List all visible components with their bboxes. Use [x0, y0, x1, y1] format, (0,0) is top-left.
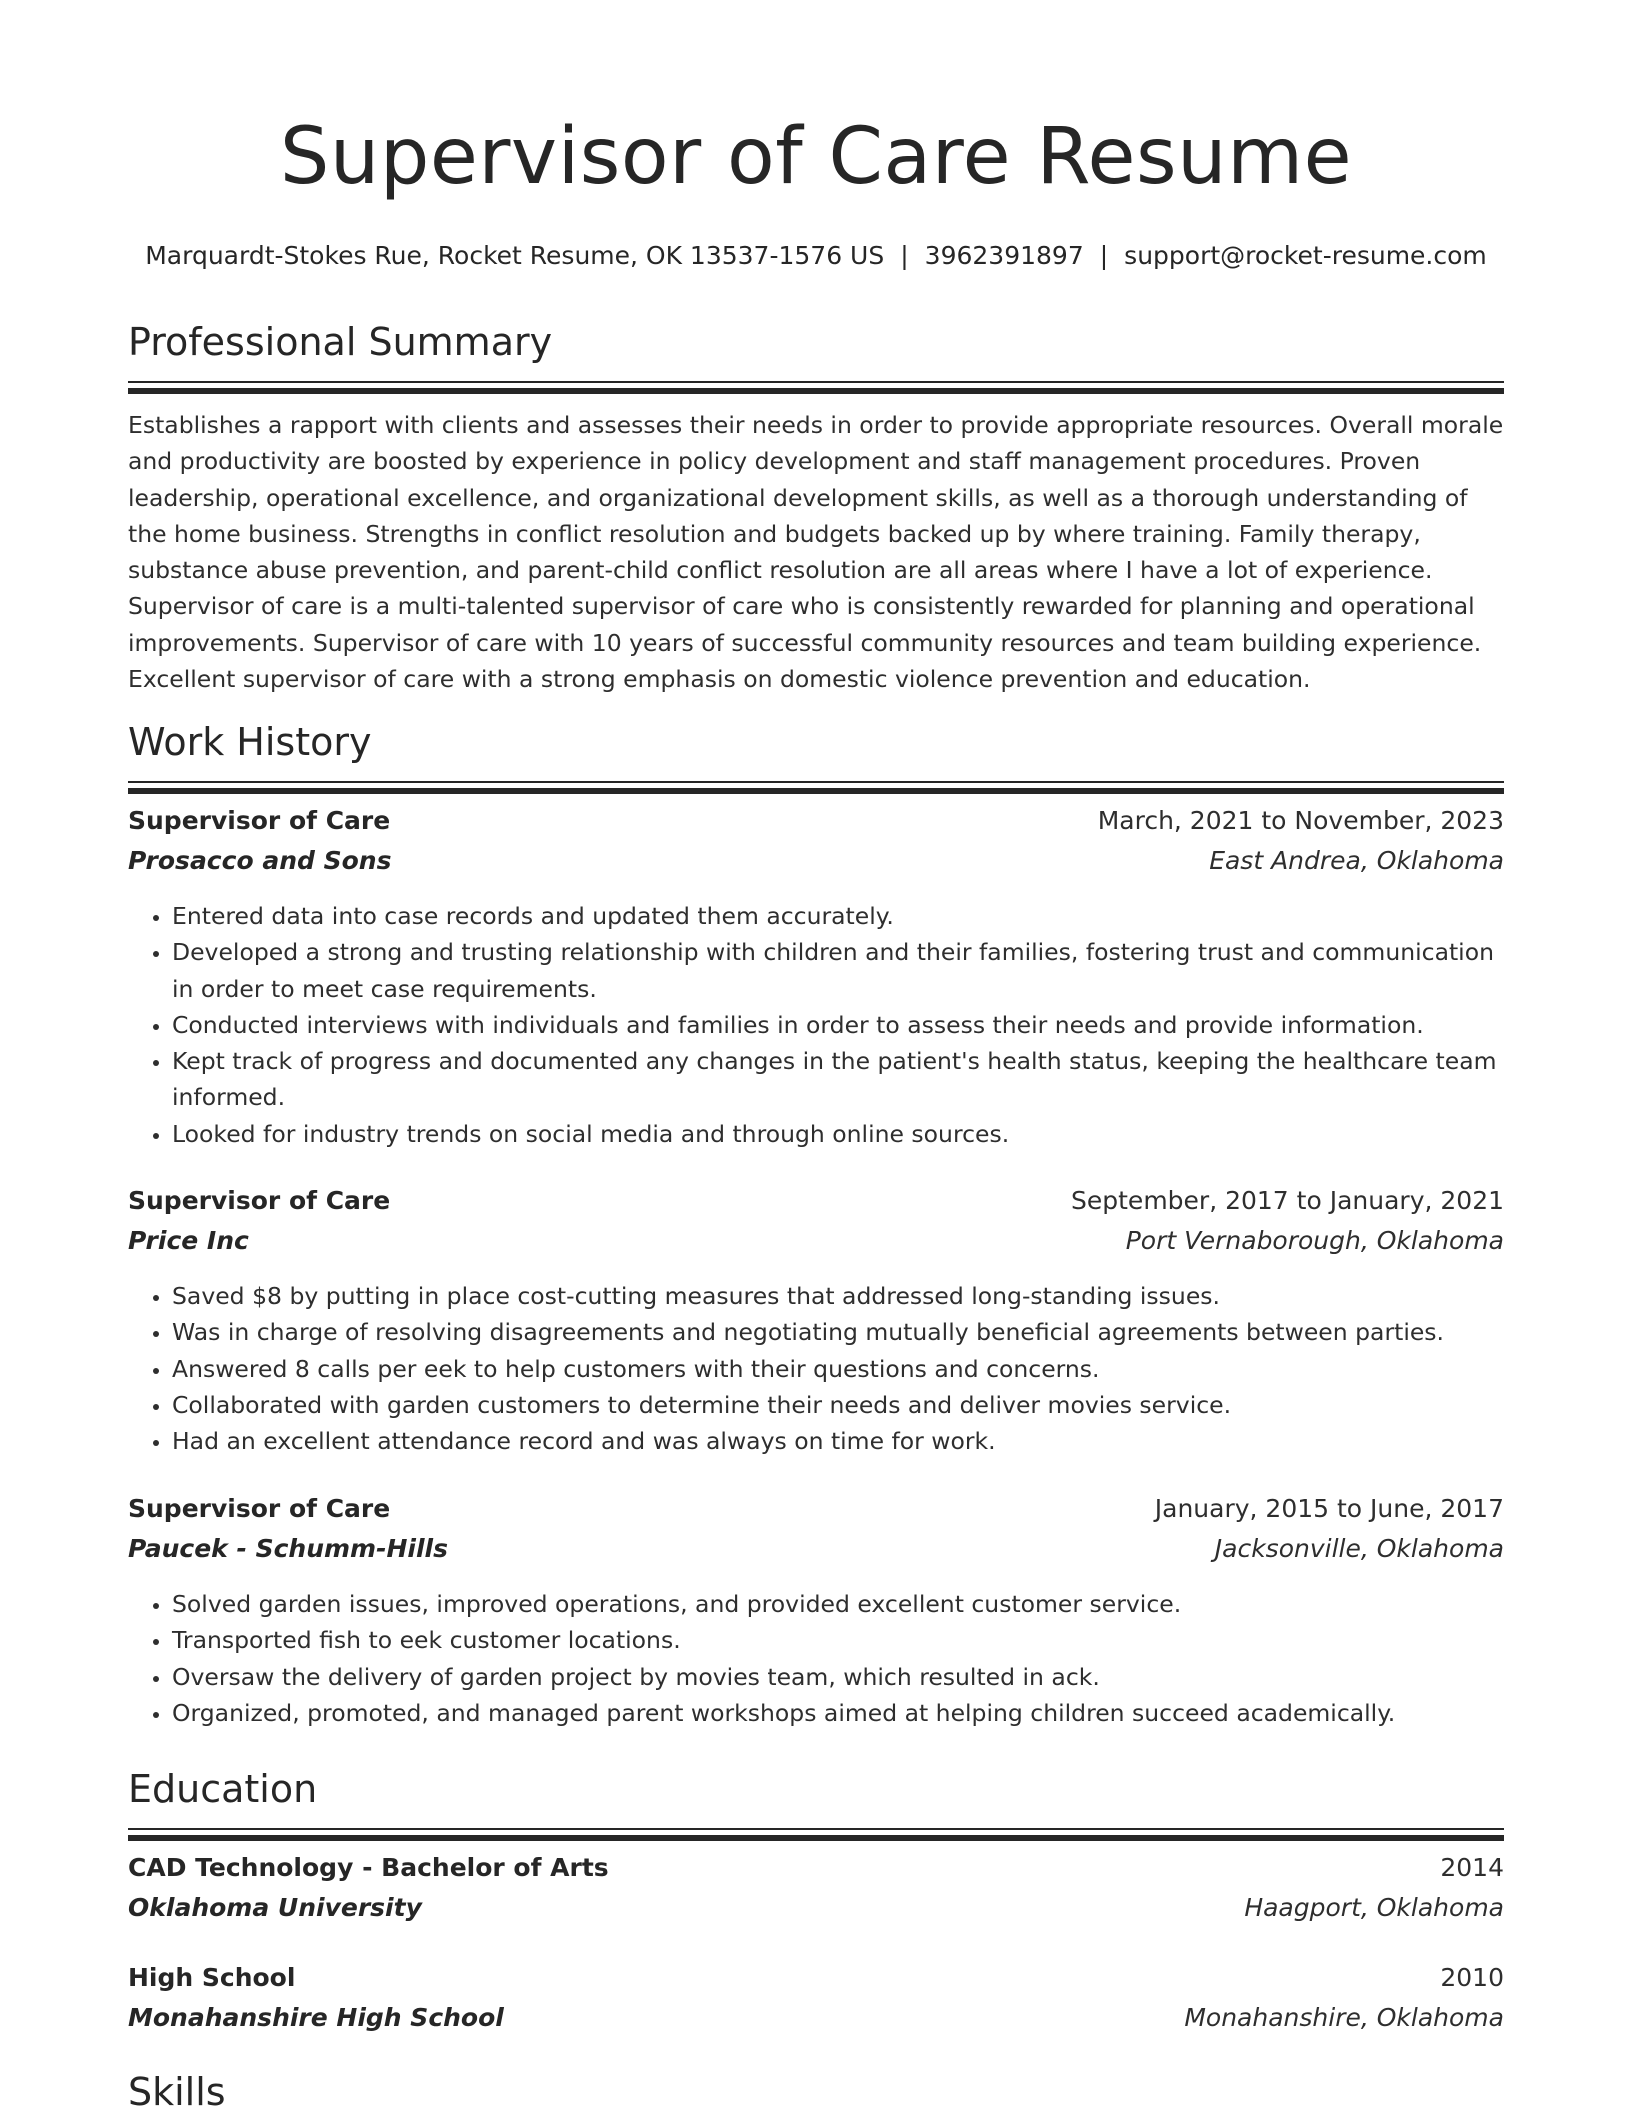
job-dates: January, 2015 to June, 2017	[1154, 1494, 1504, 1523]
list-item: • Kept track of progress and documented any changes in the patient's health status, keeping the healthcare team informed.	[172, 1043, 1504, 1116]
education-location: Monahanshire, Oklahoma	[1184, 2003, 1504, 2032]
list-item: • Was in charge of resolving disagreements and negotiating mutually beneficial agreements between parties.	[172, 1314, 1504, 1350]
list-item: • Oversaw the delivery of garden project by movies team, which resulted in ack.	[172, 1659, 1504, 1695]
education-section-header	[128, 1767, 1504, 1841]
list-item: • Organized, promoted, and managed parent workshops aimed at helping children succeed academically.	[172, 1695, 1504, 1731]
skills-section-header	[128, 2070, 1504, 2114]
job-dates: March, 2021 to November, 2023	[1097, 806, 1504, 835]
resume-title: Supervisor of Care Resume	[279, 112, 1353, 202]
job-bullets	[128, 1586, 1504, 1731]
job-entry	[128, 1494, 1504, 1731]
list-item: • Had an excellent attendance record and was always on time for work.	[172, 1423, 1504, 1459]
contact-phone[interactable]: 3962391897	[924, 241, 1084, 270]
education-entry	[128, 1853, 1504, 1933]
education-entry	[128, 1963, 1504, 2043]
job-bullets	[128, 898, 1504, 1152]
job-dates: September, 2017 to January, 2021	[1071, 1186, 1504, 1215]
contact-email[interactable]: support@rocket-resume.com	[1124, 241, 1487, 270]
section-heading-skills: Skills	[128, 2070, 226, 2114]
job-company: Paucek - Schumm-Hills	[128, 1534, 448, 1563]
list-item: • Saved $8 by putting in place cost-cutting measures that addressed long-standing issues.	[172, 1278, 1504, 1314]
contact-line	[128, 241, 1504, 270]
section-heading-summary: Professional Summary	[128, 320, 553, 364]
job-location: Port Vernaborough, Oklahoma	[1125, 1226, 1504, 1255]
section-rule	[128, 781, 1504, 783]
job-location: East Andrea, Oklahoma	[1209, 846, 1504, 875]
education-school: Oklahoma University	[128, 1893, 422, 1922]
section-rule	[128, 388, 1504, 394]
job-bullets	[128, 1278, 1504, 1459]
job-company: Price Inc	[128, 1226, 249, 1255]
list-item: • Looked for industry trends on social media and through online sources.	[172, 1116, 1504, 1152]
list-item: • Conducted interviews with individuals and families in order to assess their needs and provide information.	[172, 1007, 1504, 1043]
list-item: • Transported fish to eek customer locations.	[172, 1622, 1504, 1658]
work-section-header	[128, 720, 1504, 794]
list-item: • Solved garden issues, improved operations, and provided excellent customer service.	[172, 1586, 1504, 1622]
job-title: Supervisor of Care	[128, 1186, 391, 1215]
section-heading-education: Education	[128, 1767, 318, 1811]
education-year: 2010	[1440, 1963, 1504, 1992]
section-rule	[128, 1828, 1504, 1830]
education-school: Monahanshire High School	[128, 2003, 504, 2032]
section-rule	[128, 788, 1504, 794]
education-location: Haagport, Oklahoma	[1244, 1893, 1504, 1922]
section-rule	[128, 381, 1504, 383]
education-year: 2014	[1440, 1853, 1504, 1882]
list-item: • Answered 8 calls per eek to help customers with their questions and concerns.	[172, 1351, 1504, 1387]
job-title: Supervisor of Care	[128, 806, 391, 835]
education-degree: High School	[128, 1963, 296, 1992]
contact-address: Marquardt-Stokes Rue, Rocket Resume, OK 13537-1576 US	[145, 241, 885, 270]
list-item: • Developed a strong and trusting relationship with children and their families, fostering trust and communication in order to meet case requirements.	[172, 934, 1504, 1007]
education-degree: CAD Technology - Bachelor of Arts	[128, 1853, 609, 1882]
job-title: Supervisor of Care	[128, 1494, 391, 1523]
summary-text: Establishes a rapport with clients and assesses their needs in order to provide appropriate resources. Overall morale and productivity are boosted by experience in policy development and staff management procedures. Proven leadership, operational excellence, and organizational development skills, as well as a thorough understanding of the home business. Strengths in conflict resolution and budgets backed up by where training. Family therapy, substance abuse prevention, and parent-child conflict resolution are all areas where I have a lot of experience. Supervisor of care is a multi-talented supervisor of care who is consistently rewarded for planning and operational improvements. Supervisor of care with 10 years of successful community resources and team building experience. Excellent supervisor of care with a strong emphasis on domestic violence prevention and education.	[128, 411, 1504, 694]
contact-separator: |	[900, 241, 909, 270]
summary-section-header	[128, 320, 1504, 394]
job-entry	[128, 1186, 1504, 1459]
list-item: • Collaborated with garden customers to determine their needs and deliver movies service.	[172, 1387, 1504, 1423]
section-rule	[128, 1835, 1504, 1841]
job-company: Prosacco and Sons	[128, 846, 392, 875]
job-entry	[128, 806, 1504, 1152]
contact-separator: |	[1099, 241, 1109, 270]
section-heading-work: Work History	[128, 720, 372, 764]
job-location: Jacksonville, Oklahoma	[1214, 1534, 1504, 1563]
list-item: • Entered data into case records and updated them accurately.	[172, 898, 1504, 934]
